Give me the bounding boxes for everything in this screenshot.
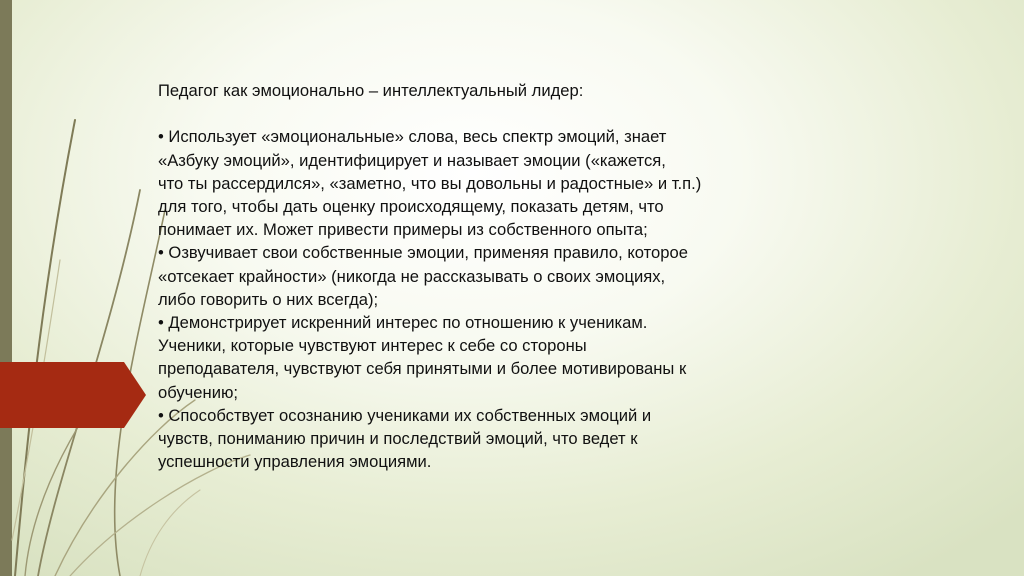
text-line: • Использует «эмоциональные» слова, весь спектр эмоций, знает [158, 127, 667, 147]
paragraph-gap [158, 102, 818, 125]
text-line: успешности управления эмоциями. [158, 452, 432, 472]
text-line: чувств, пониманию причин и последствий эмоций, что ведет к [158, 429, 638, 449]
curve-stroke [140, 490, 200, 576]
text-line: • Демонстрирует искренний интерес по отношению к ученикам. [158, 313, 648, 333]
slide-body-text [158, 79, 818, 473]
text-line: для того, чтобы дать оценку происходящему, показать детям, что [158, 197, 664, 216]
text-line: преподавателя, чувствуют себя принятыми и более мотивированы к [158, 359, 687, 379]
text-line: «отсекает крайности» (никогда не рассказывать о своих эмоциях, [158, 266, 666, 286]
text-line: обучению; [158, 382, 239, 402]
red-arrow-tag [0, 362, 146, 428]
slide-heading: Педагог как эмоционально – интеллектуальный лидер: [158, 81, 584, 100]
text-line: «Азбуку эмоций», идентифицирует и называет эмоции («кажется, [158, 150, 666, 170]
curve-stroke [15, 120, 75, 576]
text-line: что ты рассердился», «заметно, что вы довольны и радостные» и т.п.) [158, 173, 702, 193]
text-line: либо говорить о них всегда); [158, 289, 379, 309]
text-line: понимает их. Может привести примеры из собственного опыта; [158, 220, 648, 240]
text-line: • Озвучивает свои собственные эмоции, применяя правило, которое [158, 243, 688, 263]
text-line: • Способствует осознанию учениками их собственных эмоций и [158, 405, 652, 425]
text-line: Ученики, которые чувствуют интерес к себе со стороны [158, 336, 587, 356]
